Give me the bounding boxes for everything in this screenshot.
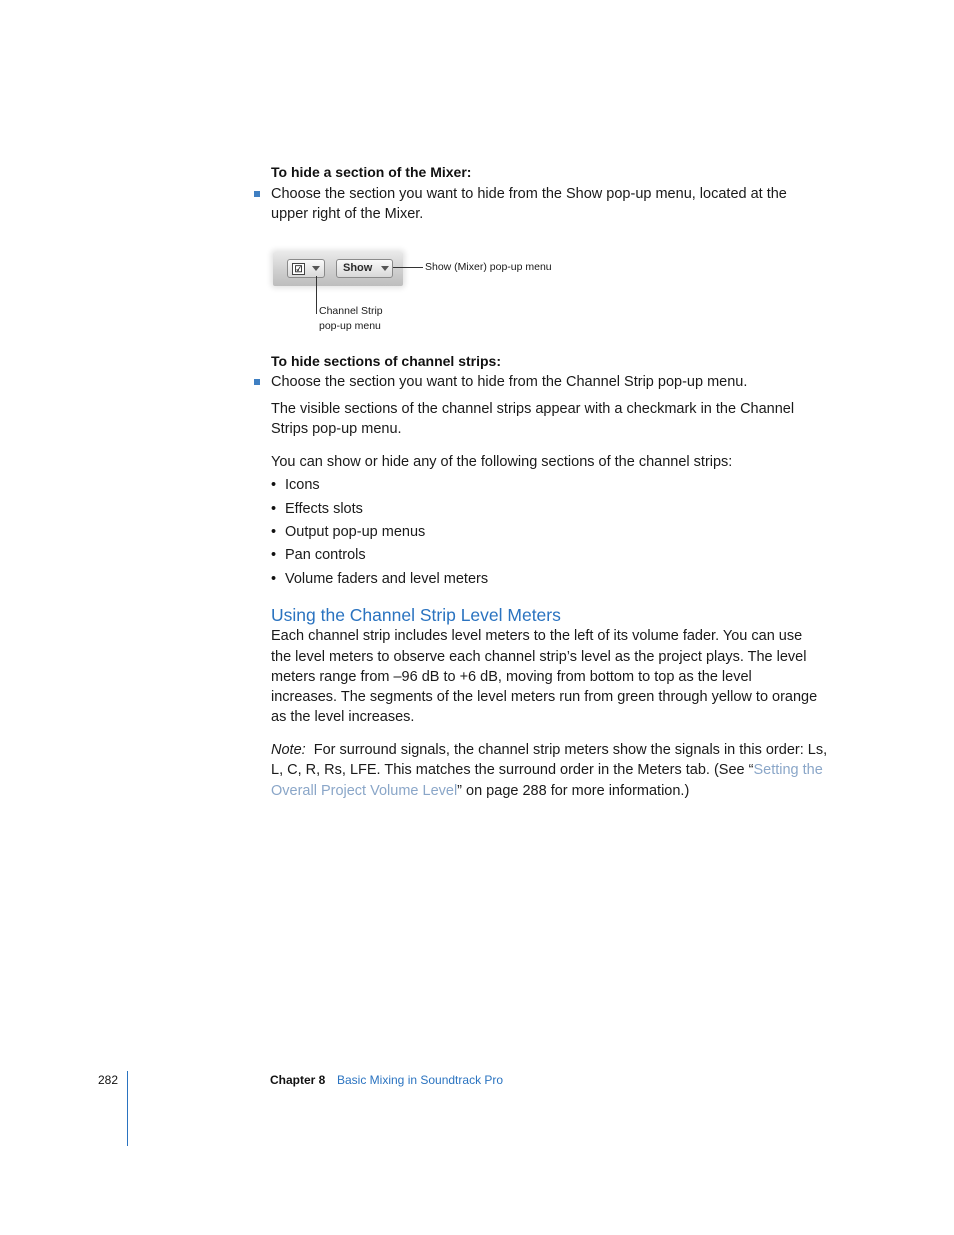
step-hide-mixer-line2: upper right of the Mixer. bbox=[271, 206, 424, 222]
list-item: Icons bbox=[285, 477, 320, 493]
list-bullet: • bbox=[271, 501, 277, 517]
chevron-down-icon bbox=[381, 266, 389, 271]
list-bullet: • bbox=[271, 524, 277, 540]
square-bullet-icon bbox=[254, 191, 260, 197]
list-bullet: • bbox=[271, 571, 277, 587]
footer-divider bbox=[127, 1071, 128, 1146]
level-meters-line: meters range from –96 dB to +6 dB, moving from bottom to top as the level bbox=[271, 669, 752, 685]
show-button-label: Show bbox=[343, 262, 373, 274]
chevron-down-icon bbox=[312, 266, 320, 271]
note-line2 bbox=[271, 760, 823, 781]
mixer-toolbar-figure bbox=[273, 252, 403, 286]
callout-channel-strip-line1: Channel Strip bbox=[319, 305, 383, 317]
level-meters-line: Each channel strip includes level meters to the left of its volume fader. You can use bbox=[271, 628, 803, 644]
square-bullet-icon bbox=[254, 379, 260, 385]
callout-line-channel-strip bbox=[316, 276, 317, 314]
list-item: Volume faders and level meters bbox=[285, 571, 489, 587]
note-line3 bbox=[271, 781, 689, 802]
page-number: 282 bbox=[98, 1073, 119, 1087]
paragraph-show-hide-sections: You can show or hide any of the following sections of the channel strips: bbox=[271, 454, 733, 470]
step-hide-mixer-line1: Choose the section you want to hide from the Show pop-up menu, located at the bbox=[271, 186, 787, 202]
paragraph-visible-sections-line1: The visible sections of the channel strips appear with a checkmark in the Channel bbox=[271, 401, 795, 417]
cross-reference-link[interactable]: Overall Project Volume Level bbox=[271, 783, 458, 799]
level-meters-line: the level meters to observe each channel strip’s level as the project plays. The level bbox=[271, 649, 807, 665]
level-meters-line: as the level increases. bbox=[271, 709, 415, 725]
heading-hide-mixer-section: To hide a section of the Mixer: bbox=[271, 164, 472, 180]
paragraph-visible-sections-line2: Strips pop-up menu. bbox=[271, 421, 402, 437]
list-bullet: • bbox=[271, 477, 277, 493]
footer-chapter-title: Basic Mixing in Soundtrack Pro bbox=[337, 1073, 504, 1087]
footer-chapter: Chapter 8 bbox=[270, 1073, 326, 1087]
list-item: Pan controls bbox=[285, 547, 366, 563]
callout-line-show bbox=[393, 267, 423, 268]
note-text-line2: L, C, R, Rs, LFE. This matches the surround order in the Meters tab. (See “ bbox=[271, 762, 754, 778]
list-item: Effects slots bbox=[285, 501, 363, 517]
note-text-line1: For surround signals, the channel strip meters show the signals in this order: Ls, bbox=[313, 742, 828, 758]
cross-reference-link[interactable]: Setting the bbox=[753, 762, 823, 778]
section-title-level-meters: Using the Channel Strip Level Meters bbox=[271, 605, 561, 625]
checkbox-icon: ☑ bbox=[292, 263, 305, 275]
channel-strip-popup-button[interactable] bbox=[287, 259, 325, 278]
list-item: Output pop-up menus bbox=[285, 524, 426, 540]
note-text-line3: ” on page 288 for more information.) bbox=[457, 783, 690, 799]
show-popup-button[interactable] bbox=[336, 259, 393, 278]
heading-hide-channel-sections: To hide sections of channel strips: bbox=[271, 353, 501, 369]
note-line1 bbox=[271, 740, 827, 761]
callout-show-label: Show (Mixer) pop-up menu bbox=[425, 261, 552, 273]
level-meters-line: increases. The segments of the level meters run from green through yellow to orange bbox=[271, 689, 818, 705]
note-label: Note: bbox=[271, 742, 306, 758]
step-hide-channel-sections: Choose the section you want to hide from the Channel Strip pop-up menu. bbox=[271, 374, 748, 390]
callout-channel-strip-line2: pop-up menu bbox=[319, 320, 381, 332]
list-bullet: • bbox=[271, 547, 277, 563]
